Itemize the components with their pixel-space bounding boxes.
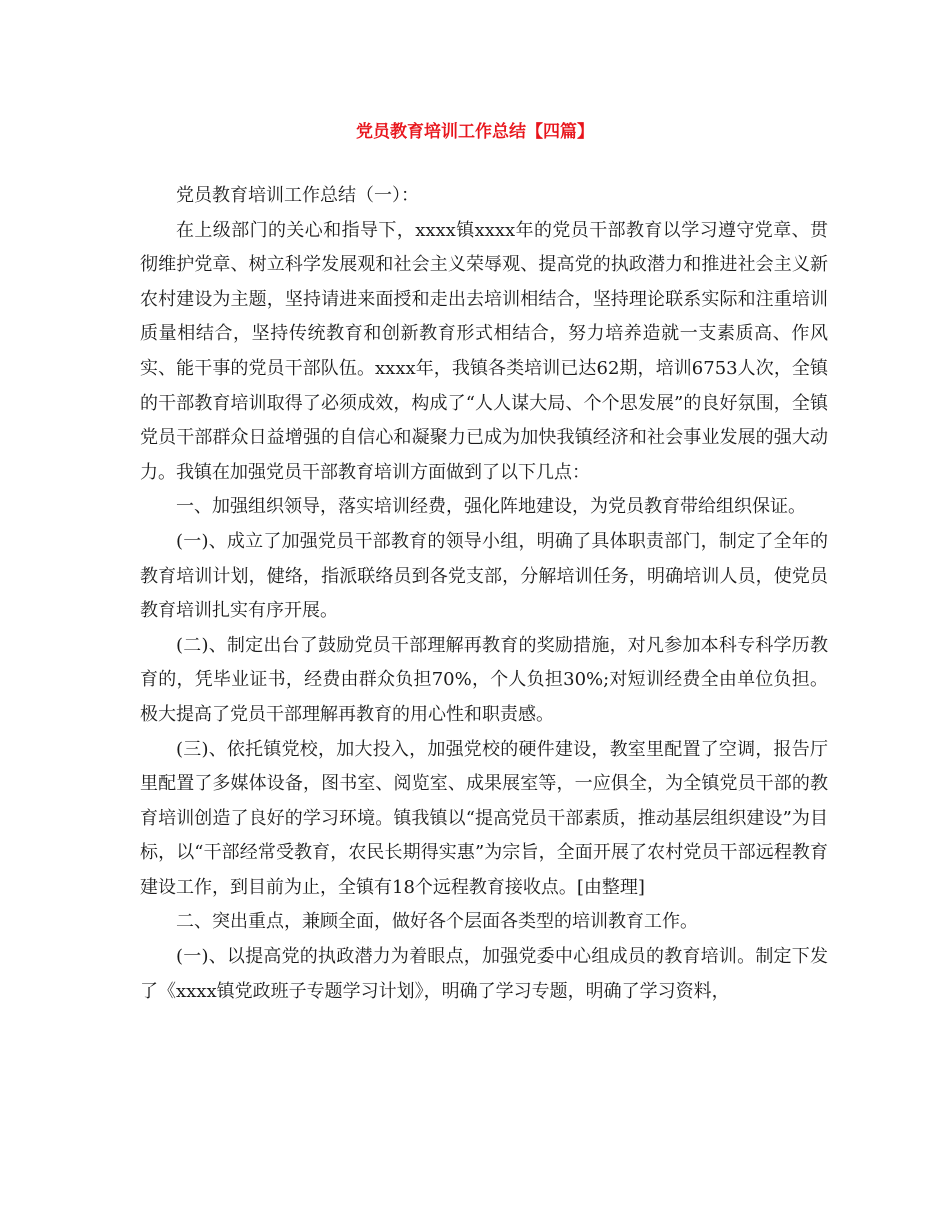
document-title: 党员教育培训工作总结【四篇】 [356, 122, 594, 142]
paragraph: (一)、以提高党的执政潜力为着眼点，加强党委中心组成员的教育培训。制定下发了《xxxx镇党政班子专题学习计划》，明确了学习专题，明确了学习资料， [140, 946, 828, 1002]
paragraph: 在上级部门的关心和指导下，xxxx镇xxxx年的党员干部教育以学习遵守党章、贯彻维护党章、树立科学发展观和社会主义荣辱观、提高党的执政潜力和推进社会主义新农村建设为主题，坚持请进来面授和走出去培训相结合，坚持理论联系实际和注重培训质量相结合，坚持传统教育和创新教育形式相结合，努力培养造就一支素质高、作风实、能干事的党员干部队伍。xxxx年，我镇各类培训已达62期，培训6753人次，全镇的干部教育培训取得了必须成效，构成了“人人谋大局、个个思发展”的良好氛围，全镇党员干部群众日益增强的自信心和凝聚力已成为加快我镇经济和社会事业发展的强大动力。我镇在加强党员干部教育培训方面做到了以下几点： [140, 219, 828, 483]
paragraph: (二)、制定出台了鼓励党员干部理解再教育的奖励措施，对凡参加本科专科学历教育的，凭毕业证书，经费由群众负担70%，个人负担30%;对短训经费全由单位负担。极大提高了党员干部理解再教育的用心性和职责感。 [140, 634, 828, 725]
paragraph: 党员教育培训工作总结（一）： [176, 185, 419, 206]
paragraph: (三)、依托镇党校，加大投入，加强党校的硬件建设，教室里配置了空调，报告厅里配置了多媒体设备，图书室、阅览室、成果展室等，一应俱全，为全镇党员干部的教育培训创造了良好的学习环境。镇我镇以“提高党员干部素质，推动基层组织建设”为目标，以“干部经常受教育，农民长期得实惠”为宗旨，全面开展了农村党员干部远程教育建设工作，到目前为止，全镇有18个远程教育接收点。[由整理] [140, 738, 828, 898]
paragraph: 一、加强组织领导，落实培训经费，强化阵地建设，为党员教育带给组织保证。 [176, 496, 806, 518]
paragraph: 二、突出重点，兼顾全面，做好各个层面各类型的培训教育工作。 [176, 911, 698, 933]
paragraph: (一)、成立了加强党员干部教育的领导小组，明确了具体职责部门，制定了全年的教育培训计划，健络，指派联络员到各党支部，分解培训任务，明确培训人员，使党员教育培训扎实有序开展。 [140, 530, 828, 622]
document-body [140, 179, 828, 1009]
